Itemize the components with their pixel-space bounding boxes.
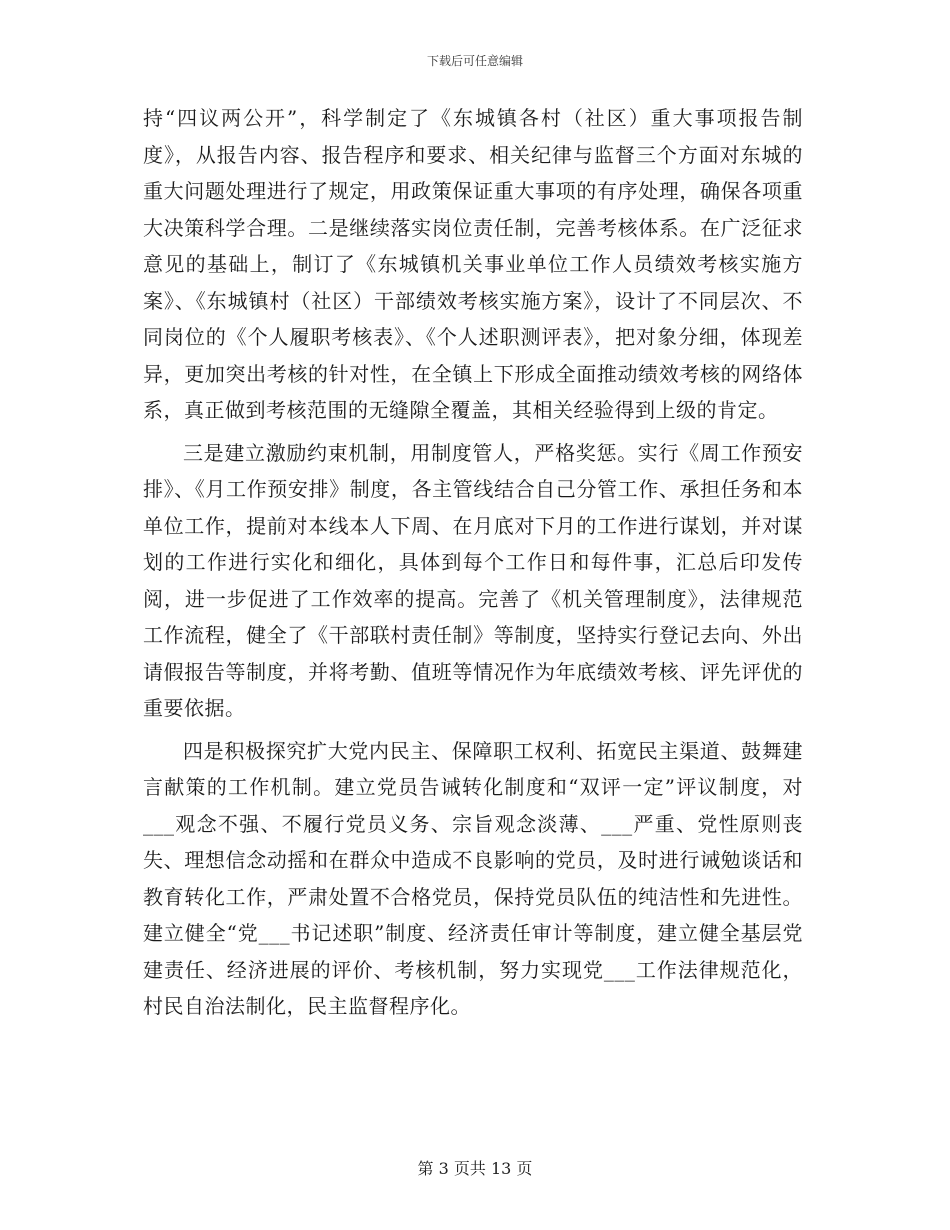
- page-header: 下载后可任意编辑: [426, 54, 523, 68]
- document-body: [143, 100, 803, 1031]
- page-number: 第 3 页共 13 页: [417, 1159, 533, 1178]
- paragraph-1: 持“四议两公开”，科学制定了《东城镇各村（社区）重大事项报告制度》，从报告内容、报告程序和要求、相关纪律与监督三个方面对东城的重大问题处理进行了规定，用政策保证重大事项的有序处理，确保各项重大决策科学合理。二是继续落实岗位责任制，完善考核体系。在广泛征求意见的基础上，制订了《东城镇机关事业单位工作人员绩效考核实施方案》、《东城镇村（社区）干部绩效考核实施方案》，设计了不同层次、不同岗位的《个人履职考核表》、《个人述职测评表》，把对象分细，体现差异，更加突出考核的针对性，在全镇上下形成全面推动绩效考核的网络体系，真正做到考核范围的无缝隙全覆盖，其相关经验得到上级的肯定。: [143, 106, 803, 422]
- paragraph-2: 三是建立激励约束机制，用制度管人，严格奖惩。实行《周工作预安排》、《月工作预安排》制度，各主管线结合自己分管工作、承担任务和本单位工作，提前对本线本人下周、在月底对下月的工作进行谋划，并对谋划的工作进行实化和细化，具体到每个工作日和每件事，汇总后印发传阅，进一步促进了工作效率的提高。完善了《机关管理制度》，法律规范工作流程，健全了《干部联村责任制》等制度，坚持实行登记去向、外出请假报告等制度，并将考勤、值班等情况作为年底绩效考核、评先评优的重要依据。: [143, 440, 803, 720]
- paragraph-3: 四是积极探究扩大党内民主、保障职工权利、拓宽民主渠道、鼓舞建言献策的工作机制。建立党员告诫转化制度和“双评一定”评议制度，对___观念不强、不履行党员义务、宗旨观念淡薄、___严重、党性原则丧失、理想信念动摇和在群众中造成不良影响的党员，及时进行诫勉谈话和教育转化工作，严肃处置不合格党员，保持党员队伍的纯洁性和先进性。建立健全“党___书记述职”制度、经济责任审计等制度，建立健全基层党建责任、经济进展的评价、考核机制，努力实现党___工作法律规范化，村民自治法制化，民主监督程序化。: [143, 738, 803, 1018]
